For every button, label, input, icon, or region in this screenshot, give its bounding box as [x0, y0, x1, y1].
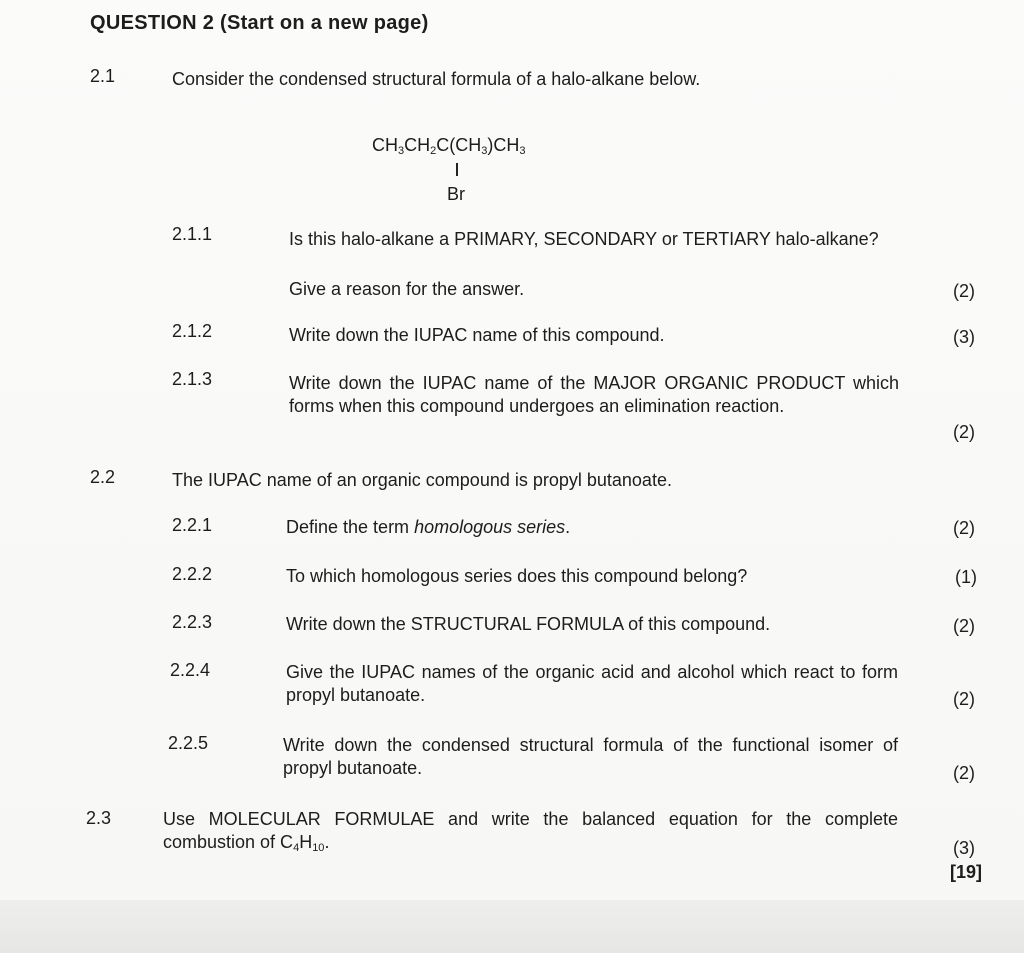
- sub-text-2-2-2: To which homologous series does this compound belong?: [286, 566, 748, 586]
- sub-text-2-1-3: Write down the IUPAC name of the MAJOR ORGANIC PRODUCT which forms when this compound undergoes an elimination reaction.: [289, 373, 899, 416]
- marks-2-1-3: (2): [953, 422, 975, 442]
- sub-text-2-2-1: Define the term homologous series.: [286, 517, 571, 537]
- structural-formula: $CH_3CH_2C(CH_3)CH_3$: [372, 135, 526, 157]
- sub-number-2-1-1: 2.1.1: [172, 224, 213, 244]
- marks-2-2-2: (1): [955, 567, 977, 587]
- sub-number-2-1-2: 2.1.2: [172, 321, 213, 341]
- sub-number-2-1-3: 2.1.3: [172, 369, 213, 389]
- sub-number-2-2-4: 2.2.4: [170, 660, 211, 680]
- question-2-1-text: Consider the condensed structural formula of a halo-alkane below.: [172, 69, 701, 89]
- question-number-2-3: 2.3: [86, 808, 112, 828]
- question-title: QUESTION 2 (Start on a new page): [90, 12, 429, 34]
- marks-2-2-1: (2): [953, 518, 975, 538]
- question-2-2-text: The IUPAC name of an organic compound is propyl butanoate.: [172, 470, 672, 490]
- sub-number-2-2-2: 2.2.2: [172, 564, 213, 584]
- marks-2-2-3: (2): [953, 616, 975, 636]
- sub-text-2-2-3: Write down the STRUCTURAL FORMULA of this compound.: [286, 614, 771, 634]
- bond-line: [456, 163, 458, 176]
- marks-2-2-4: (2): [953, 689, 975, 709]
- sub-text-2-1-1-reason: Give a reason for the answer.: [289, 279, 525, 299]
- sub-text-2-1-1: Is this halo-alkane a PRIMARY, SECONDARY or TERTIARY halo-alkane?: [289, 229, 879, 249]
- sub-text-2-2-4: Give the IUPAC names of the organic acid and alcohol which react to form propyl butanoate.: [286, 662, 898, 705]
- page-bottom-shadow: [0, 900, 1024, 953]
- question-number-2-2: 2.2: [90, 467, 116, 487]
- formula-substituent: Br: [447, 184, 465, 204]
- marks-2-3: (3): [953, 838, 975, 858]
- marks-2-2-5: (2): [953, 763, 975, 783]
- sub-number-2-2-3: 2.2.3: [172, 612, 213, 632]
- total-marks: [19]: [950, 862, 983, 882]
- sub-text-2-2-5: Write down the condensed structural formula of the functional isomer of propyl butanoate.: [283, 735, 898, 778]
- sub-number-2-2-5: 2.2.5: [168, 733, 209, 753]
- marks-2-1-2: (3): [953, 327, 975, 347]
- question-number-2-1: 2.1: [90, 66, 116, 86]
- marks-2-1-1: (2): [953, 281, 975, 301]
- sub-number-2-2-1: 2.2.1: [172, 515, 213, 535]
- sub-text-2-1-2: Write down the IUPAC name of this compound.: [289, 325, 665, 345]
- question-2-3-text: Use MOLECULAR FORMULAE and write the balanced equation for the complete combustion of $C_4H_{10}$.: [163, 809, 898, 854]
